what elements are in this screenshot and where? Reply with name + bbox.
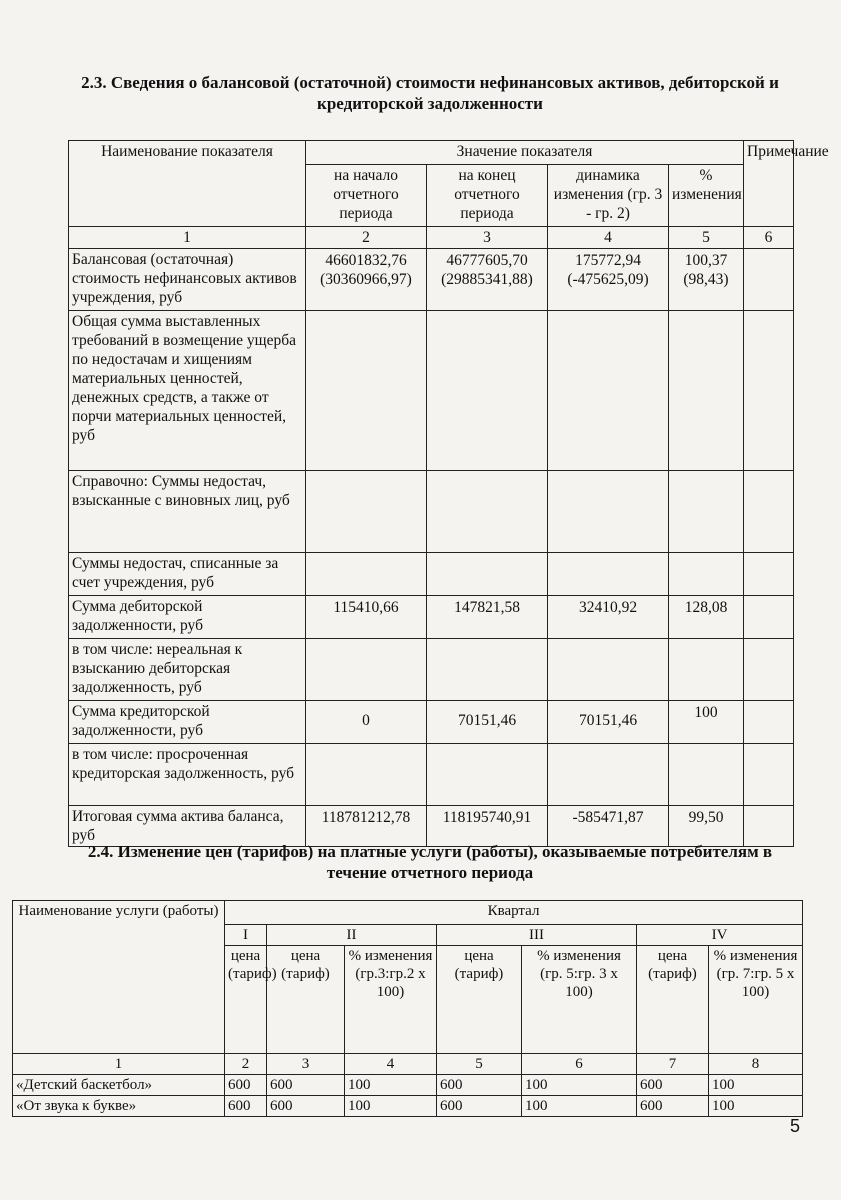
cell-start bbox=[306, 311, 427, 471]
cell-end bbox=[427, 471, 548, 553]
row-name: Справочно: Суммы недостач, взысканные с виновных лиц, руб bbox=[69, 471, 306, 553]
header-pct-q3: % изменения (гр. 5:гр. 3 х 100) bbox=[522, 946, 637, 1054]
cell-pct-q4: 100 bbox=[709, 1096, 803, 1117]
cell-price-q2: 600 bbox=[267, 1075, 345, 1096]
cell-start bbox=[306, 639, 427, 701]
assets-table bbox=[68, 140, 829, 847]
cell-dynamics: 70151,46 bbox=[548, 701, 669, 744]
cell-note bbox=[744, 471, 794, 553]
cell-start bbox=[306, 744, 427, 806]
cell-pct-q2: 100 bbox=[345, 1075, 437, 1096]
cell-start: 118781212,78 bbox=[306, 806, 427, 847]
cell-note bbox=[744, 249, 794, 311]
service-name: «От звука к букве» bbox=[13, 1096, 225, 1117]
cell-percent bbox=[669, 744, 744, 806]
cell-price-q1: 600 bbox=[225, 1075, 267, 1096]
table-row bbox=[69, 553, 794, 596]
row-name: Итоговая сумма актива баланса, руб bbox=[69, 806, 306, 847]
cell-end bbox=[427, 553, 548, 596]
col-number: 1 bbox=[13, 1054, 225, 1075]
cell-pct-q3: 100 bbox=[522, 1075, 637, 1096]
row-name: Балансовая (остаточная) стоимость нефинансовых активов учреждения, руб bbox=[69, 249, 306, 311]
page-number: 5 bbox=[790, 1116, 801, 1136]
cell-note bbox=[744, 744, 794, 806]
col-number: 2 bbox=[225, 1054, 267, 1075]
cell-note bbox=[744, 596, 794, 639]
header-price-q4: цена (тариф) bbox=[637, 946, 709, 1054]
cell-end: 70151,46 bbox=[427, 701, 548, 744]
header-service: Наименование услуги (работы) bbox=[13, 901, 225, 1054]
service-name: «Детский баскетбол» bbox=[13, 1075, 225, 1096]
cell-dynamics bbox=[548, 553, 669, 596]
table-row bbox=[69, 639, 794, 701]
header-pct-q2: % изменения (гр.3:гр.2 х 100) bbox=[345, 946, 437, 1054]
col-number: 6 bbox=[744, 227, 794, 249]
table-row bbox=[13, 1075, 803, 1096]
col-number: 6 bbox=[522, 1054, 637, 1075]
header-price-q3: цена (тариф) bbox=[437, 946, 522, 1054]
cell-start: 46601832,76 (30360966,97) bbox=[306, 249, 427, 311]
row-name: в том числе: просроченная кредиторская задолженность, руб bbox=[69, 744, 306, 806]
table-row bbox=[69, 471, 794, 553]
column-number-row bbox=[69, 227, 794, 249]
col-number: 8 bbox=[709, 1054, 803, 1075]
cell-note bbox=[744, 553, 794, 596]
table-row bbox=[69, 744, 794, 806]
header-percent: % изменения bbox=[669, 165, 744, 227]
column-number-row bbox=[13, 1054, 803, 1075]
cell-percent bbox=[669, 471, 744, 553]
cell-price-q4: 600 bbox=[637, 1075, 709, 1096]
header-q4: IV bbox=[637, 925, 803, 946]
cell-end bbox=[427, 744, 548, 806]
col-number: 4 bbox=[548, 227, 669, 249]
col-number: 1 bbox=[69, 227, 306, 249]
cell-end bbox=[427, 639, 548, 701]
cell-price-q3: 600 bbox=[437, 1075, 522, 1096]
cell-dynamics bbox=[548, 639, 669, 701]
header-quarter: Квартал bbox=[225, 901, 803, 925]
header-value-group: Значение показателя bbox=[306, 141, 744, 165]
cell-price-q4: 600 bbox=[637, 1096, 709, 1117]
header-q3: III bbox=[437, 925, 637, 946]
cell-percent bbox=[669, 639, 744, 701]
row-name: Сумма дебиторской задолженности, руб bbox=[69, 596, 306, 639]
cell-percent bbox=[669, 553, 744, 596]
cell-end: 118195740,91 bbox=[427, 806, 548, 847]
cell-pct-q3: 100 bbox=[522, 1096, 637, 1117]
cell-end: 147821,58 bbox=[427, 596, 548, 639]
table-row bbox=[13, 1096, 803, 1117]
cell-percent: 99,50 bbox=[669, 806, 744, 847]
col-number: 2 bbox=[306, 227, 427, 249]
cell-dynamics bbox=[548, 471, 669, 553]
cell-dynamics: 32410,92 bbox=[548, 596, 669, 639]
cell-end bbox=[427, 311, 548, 471]
cell-end: 46777605,70 (29885341,88) bbox=[427, 249, 548, 311]
cell-dynamics: 175772,94 (-475625,09) bbox=[548, 249, 669, 311]
table-row bbox=[69, 596, 794, 639]
cell-note bbox=[744, 311, 794, 471]
row-name: Общая сумма выставленных требований в возмещение ущерба по недостачам и хищениям материальных ценностей, денежных средств, а также от порчи материальных ценностей, руб bbox=[69, 311, 306, 471]
section-2-3-title: 2.3. Сведения о балансовой (остаточной) стоимости нефинансовых активов, дебиторской и кредиторской задолженности bbox=[81, 73, 779, 113]
section-2-4-title: 2.4. Изменение цен (тарифов) на платные услуги (работы), оказываемые потребителям в течение отчетного периода bbox=[87, 842, 773, 882]
cell-dynamics bbox=[548, 744, 669, 806]
row-name: Суммы недостач, списанные за счет учреждения, руб bbox=[69, 553, 306, 596]
cell-start bbox=[306, 471, 427, 553]
col-number: 7 bbox=[637, 1054, 709, 1075]
cell-pct-q4: 100 bbox=[709, 1075, 803, 1096]
cell-dynamics: -585471,87 bbox=[548, 806, 669, 847]
tariffs-table bbox=[12, 900, 803, 1117]
cell-start: 0 bbox=[306, 701, 427, 744]
header-start: на начало отчетного периода bbox=[306, 165, 427, 227]
cell-dynamics bbox=[548, 311, 669, 471]
cell-pct-q2: 100 bbox=[345, 1096, 437, 1117]
cell-note bbox=[744, 639, 794, 701]
table-row bbox=[69, 311, 794, 471]
col-number: 5 bbox=[669, 227, 744, 249]
header-name: Наименование показателя bbox=[69, 141, 306, 227]
col-number: 3 bbox=[267, 1054, 345, 1075]
cell-start: 115410,66 bbox=[306, 596, 427, 639]
cell-percent: 128,08 bbox=[669, 596, 744, 639]
header-end: на конец отчетного периода bbox=[427, 165, 548, 227]
header-pct-q4: % изменения (гр. 7:гр. 5 х 100) bbox=[709, 946, 803, 1054]
row-name: Сумма кредиторской задолженности, руб bbox=[69, 701, 306, 744]
cell-percent: 100 bbox=[669, 701, 744, 744]
row-name: в том числе: нереальная к взысканию дебиторская задолженность, руб bbox=[69, 639, 306, 701]
cell-note bbox=[744, 701, 794, 744]
header-dynamics: динамика изменения (гр. 3 - гр. 2) bbox=[548, 165, 669, 227]
table-row bbox=[69, 701, 794, 744]
cell-percent: 100,37 (98,43) bbox=[669, 249, 744, 311]
header-q1: I bbox=[225, 925, 267, 946]
col-number: 3 bbox=[427, 227, 548, 249]
col-number: 4 bbox=[345, 1054, 437, 1075]
header-price-q1: цена (тариф) bbox=[225, 946, 267, 1054]
col-number: 5 bbox=[437, 1054, 522, 1075]
table-row bbox=[69, 249, 794, 311]
header-price-q2: цена (тариф) bbox=[267, 946, 345, 1054]
header-q2: II bbox=[267, 925, 437, 946]
cell-price-q2: 600 bbox=[267, 1096, 345, 1117]
cell-start bbox=[306, 553, 427, 596]
header-note: Примечание bbox=[744, 141, 794, 227]
cell-price-q3: 600 bbox=[437, 1096, 522, 1117]
cell-price-q1: 600 bbox=[225, 1096, 267, 1117]
cell-percent bbox=[669, 311, 744, 471]
